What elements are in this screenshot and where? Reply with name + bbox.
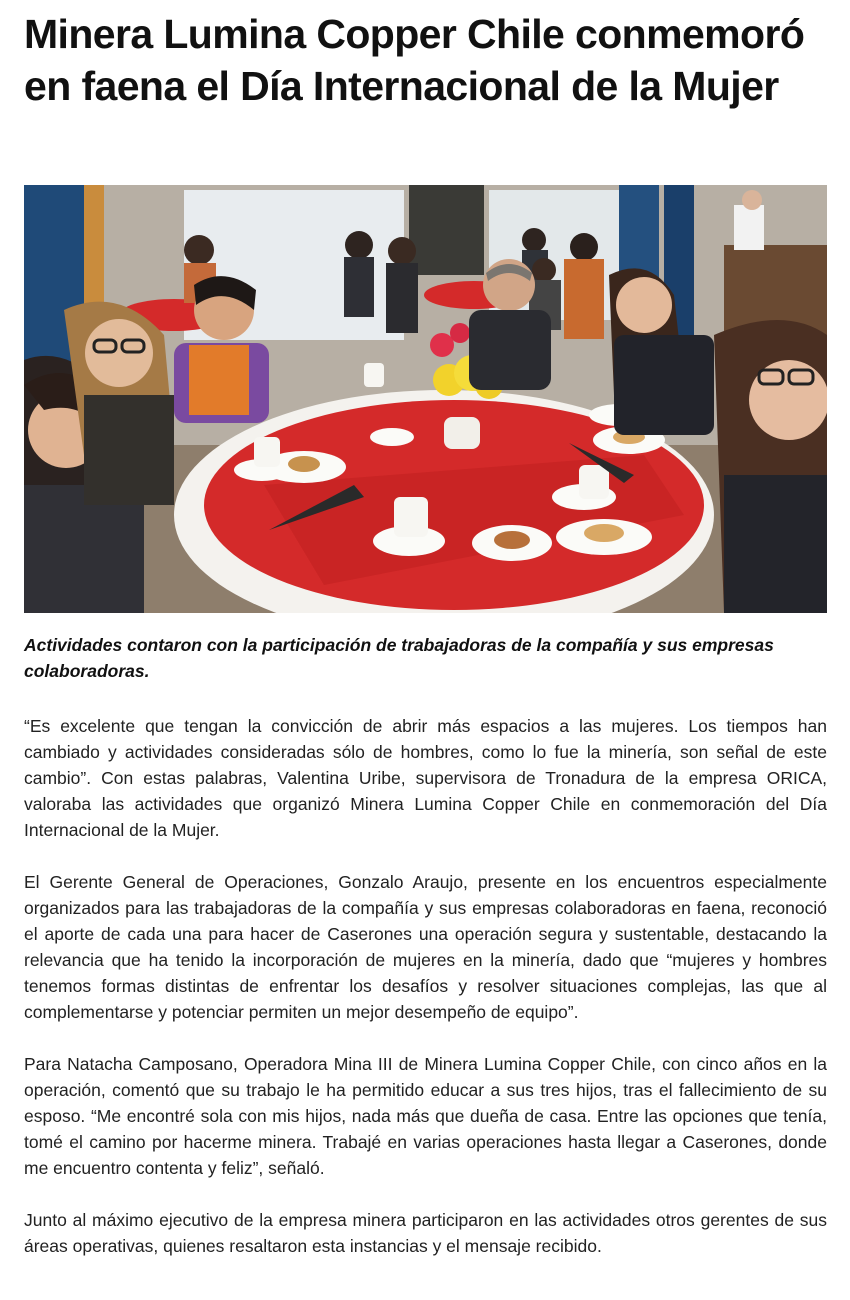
paragraph-3: Para Natacha Camposano, Operadora Mina III de Minera Lumina Copper Chile, con cinco años en la operación, comentó que su trabajo le ha permitido educar a sus tres hijos, tras el fallecimiento de su esposo. “Me encontré sola con mis hijos, nada más que dueña de casa. Entre las opciones que tenía, tomé el camino por hacerme minera. Trabajé en varias operaciones hasta llegar a Caserones, donde me encuentro contenta y feliz”, señaló.	[24, 1054, 827, 1178]
paragraph-2: El Gerente General de Operaciones, Gonzalo Araujo, presente en los encuentros especialmente organizados para las trabajadoras de la compañía y sus empresas colaboradoras en faena, reconoció el aporte de cada una para hacer de Caserones una operación segura y sustentable, destacando la relevancia que ha tenido la incorporación de mujeres en la minería, dado que “mujeres y hombres tenemos formas distintas de enfrentar los desafíos y resolver situaciones complejas, las que al complementarse y potenciar permiten un mejor desempeño de equipo”.	[24, 872, 827, 1022]
article-headline: Minera Lumina Copper Chile conmemoró en faena el Día Internacional de la Mujer	[24, 11, 805, 109]
paragraph-4: Junto al máximo ejecutivo de la empresa minera participaron en las actividades otros gerentes de sus áreas operativas, quienes resaltaron esta instancias y el mensaje recibido.	[24, 1210, 827, 1256]
article-photo	[24, 185, 827, 613]
paragraph-1: “Es excelente que tengan la convicción de abrir más espacios a las mujeres. Los tiempos han cambiado y actividades consideradas sólo de hombres, como lo fue la minería, son señal de este cambio”. Con estas palabras, Valentina Uribe, supervisora de Tronadura de la empresa ORICA, valoraba las actividades que organizó Minera Lumina Copper Chile en conmemoración del Día Internacional de la Mujer.	[24, 716, 827, 840]
group-photo-image	[24, 185, 827, 613]
article-body	[24, 713, 827, 1285]
photo-caption: Actividades contaron con la participación de trabajadoras de la compañía y sus empresas colaboradoras.	[24, 635, 774, 681]
news-article	[24, 0, 827, 1256]
